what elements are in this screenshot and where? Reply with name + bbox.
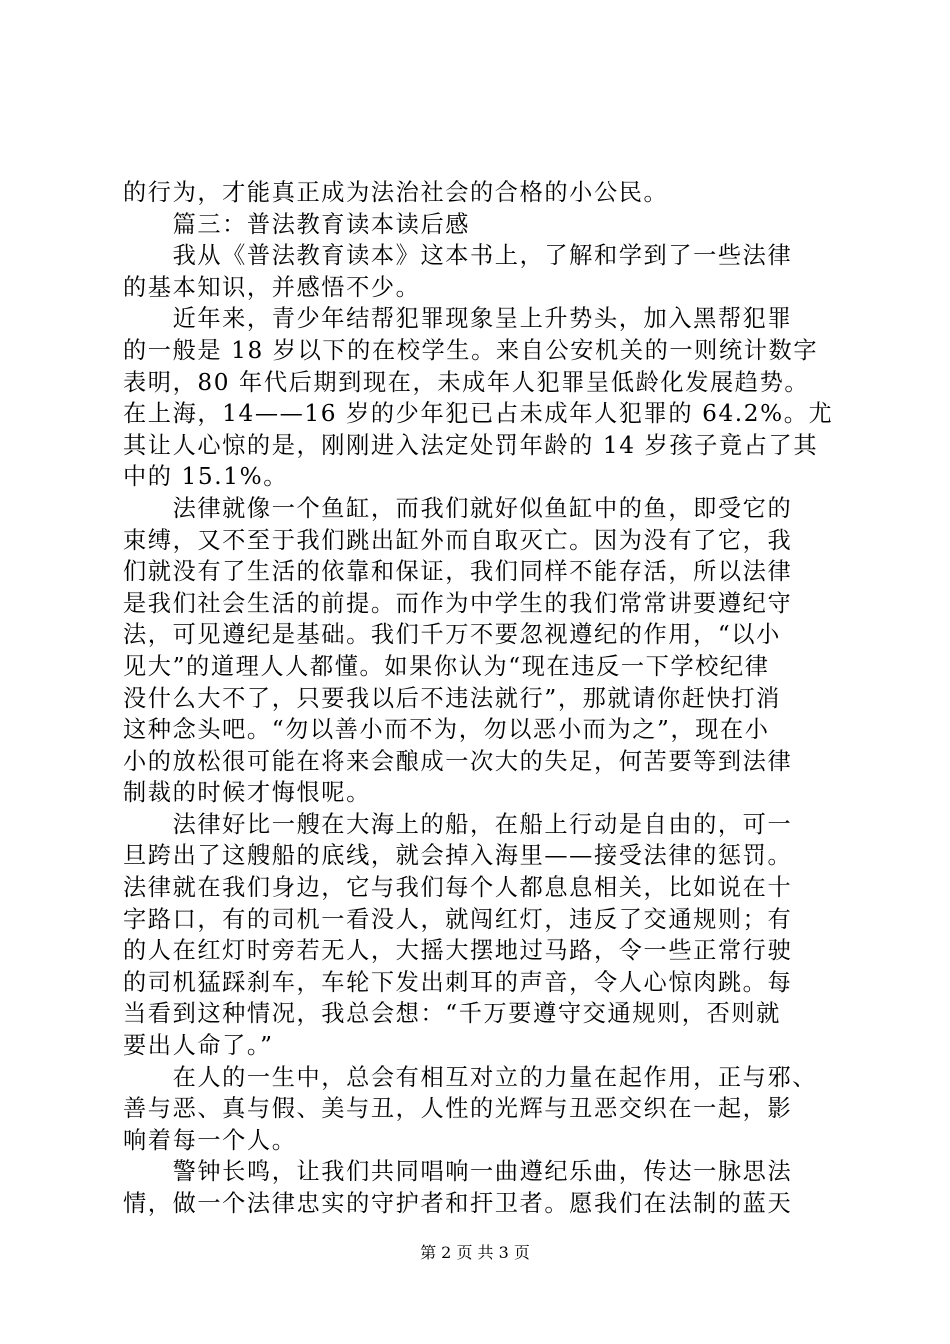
text-line: 字路口，有的司机一看没人，就闯红灯，违反了交通规则；有	[123, 905, 793, 933]
text-line: 法律好比一艘在大海上的船，在船上行动是自由的，可一	[123, 810, 793, 838]
text-line: 没什么大不了，只要我以后不违法就行”，那就请你赶快打消	[123, 684, 781, 712]
text-line: 其让人心惊的是，刚刚进入法定处罚年龄的 14 岁孩子竟占了其	[123, 431, 819, 459]
text-line: 警钟长鸣，让我们共同唱响一曲遵纪乐曲，传达一脉思法	[123, 1158, 793, 1186]
body-text	[123, 177, 833, 1220]
text-line: 法，可见遵纪是基础。我们千万不要忽视遵纪的作用，“以小	[123, 621, 781, 649]
text-line: 响着每一个人。	[123, 1126, 297, 1154]
text-line: 篇三：普法教育读本读后感	[123, 210, 471, 238]
page-number-footer: 第 2 页 共 3 页	[420, 1243, 530, 1262]
text-line: 表明，80 年代后期到现在，未成年人犯罪呈低龄化发展趋势。	[123, 368, 810, 396]
text-line: 当看到这种情况，我总会想：“千万要遵守交通规则，否则就	[123, 1000, 781, 1028]
text-line: 在上海，14——16 岁的少年犯已占未成年人犯罪的 64.2%。尤	[123, 400, 834, 428]
text-line: 要出人命了。”	[123, 1032, 274, 1060]
text-line: 见大”的道理人人都懂。如果你认为“现在违反一下学校纪律	[123, 652, 770, 680]
text-line: 的行为，才能真正成为法治社会的合格的小公民。	[123, 179, 669, 206]
text-line: 法律就在我们身边，它与我们每个人都息息相关，比如说在十	[123, 874, 793, 902]
text-line: 的基本知识，并感悟不少。	[123, 273, 421, 301]
text-line: 中的 15.1%。	[123, 463, 288, 491]
text-line: 制裁的时候才悔恨呢。	[123, 779, 371, 807]
text-line: 是我们社会生活的前提。而作为中学生的我们常常讲要遵纪守	[123, 589, 793, 617]
text-line: 善与恶、真与假、美与丑，人性的光辉与丑恶交织在一起，影	[123, 1095, 793, 1123]
text-line: 的人在红灯时旁若无人，大摇大摆地过马路，令一些正常行驶	[123, 937, 793, 965]
text-line: 的司机猛踩刹车，车轮下发出刺耳的声音，令人心惊肉跳。每	[123, 968, 793, 996]
text-line: 们就没有了生活的依靠和保证，我们同样不能存活，所以法律	[123, 558, 793, 586]
text-line: 近年来，青少年结帮犯罪现象呈上升势头，加入黑帮犯罪	[123, 305, 793, 333]
text-line: 在人的一生中，总会有相互对立的力量在起作用，正与邪、	[123, 1063, 818, 1091]
text-line: 这种念头吧。“勿以善小而不为，勿以恶小而为之”，现在小	[123, 716, 770, 744]
text-line: 小的放松很可能在将来会酿成一次大的失足，何苦要等到法律	[123, 747, 793, 775]
text-line: 的一般是 18 岁以下的在校学生。来自公安机关的一则统计数字	[123, 336, 819, 364]
text-line: 束缚，又不至于我们跳出缸外而自取灭亡。因为没有了它，我	[123, 526, 793, 554]
text-line: 旦跨出了这艘船的底线，就会掉入海里——接受法律的惩罚。	[123, 842, 793, 870]
text-line: 我从《普法教育读本》这本书上，了解和学到了一些法律	[123, 242, 793, 270]
text-line: 情，做一个法律忠实的守护者和扞卫者。愿我们在法制的蓝天	[123, 1190, 793, 1217]
text-line: 法律就像一个鱼缸，而我们就好似鱼缸中的鱼，即受它的	[123, 494, 793, 522]
